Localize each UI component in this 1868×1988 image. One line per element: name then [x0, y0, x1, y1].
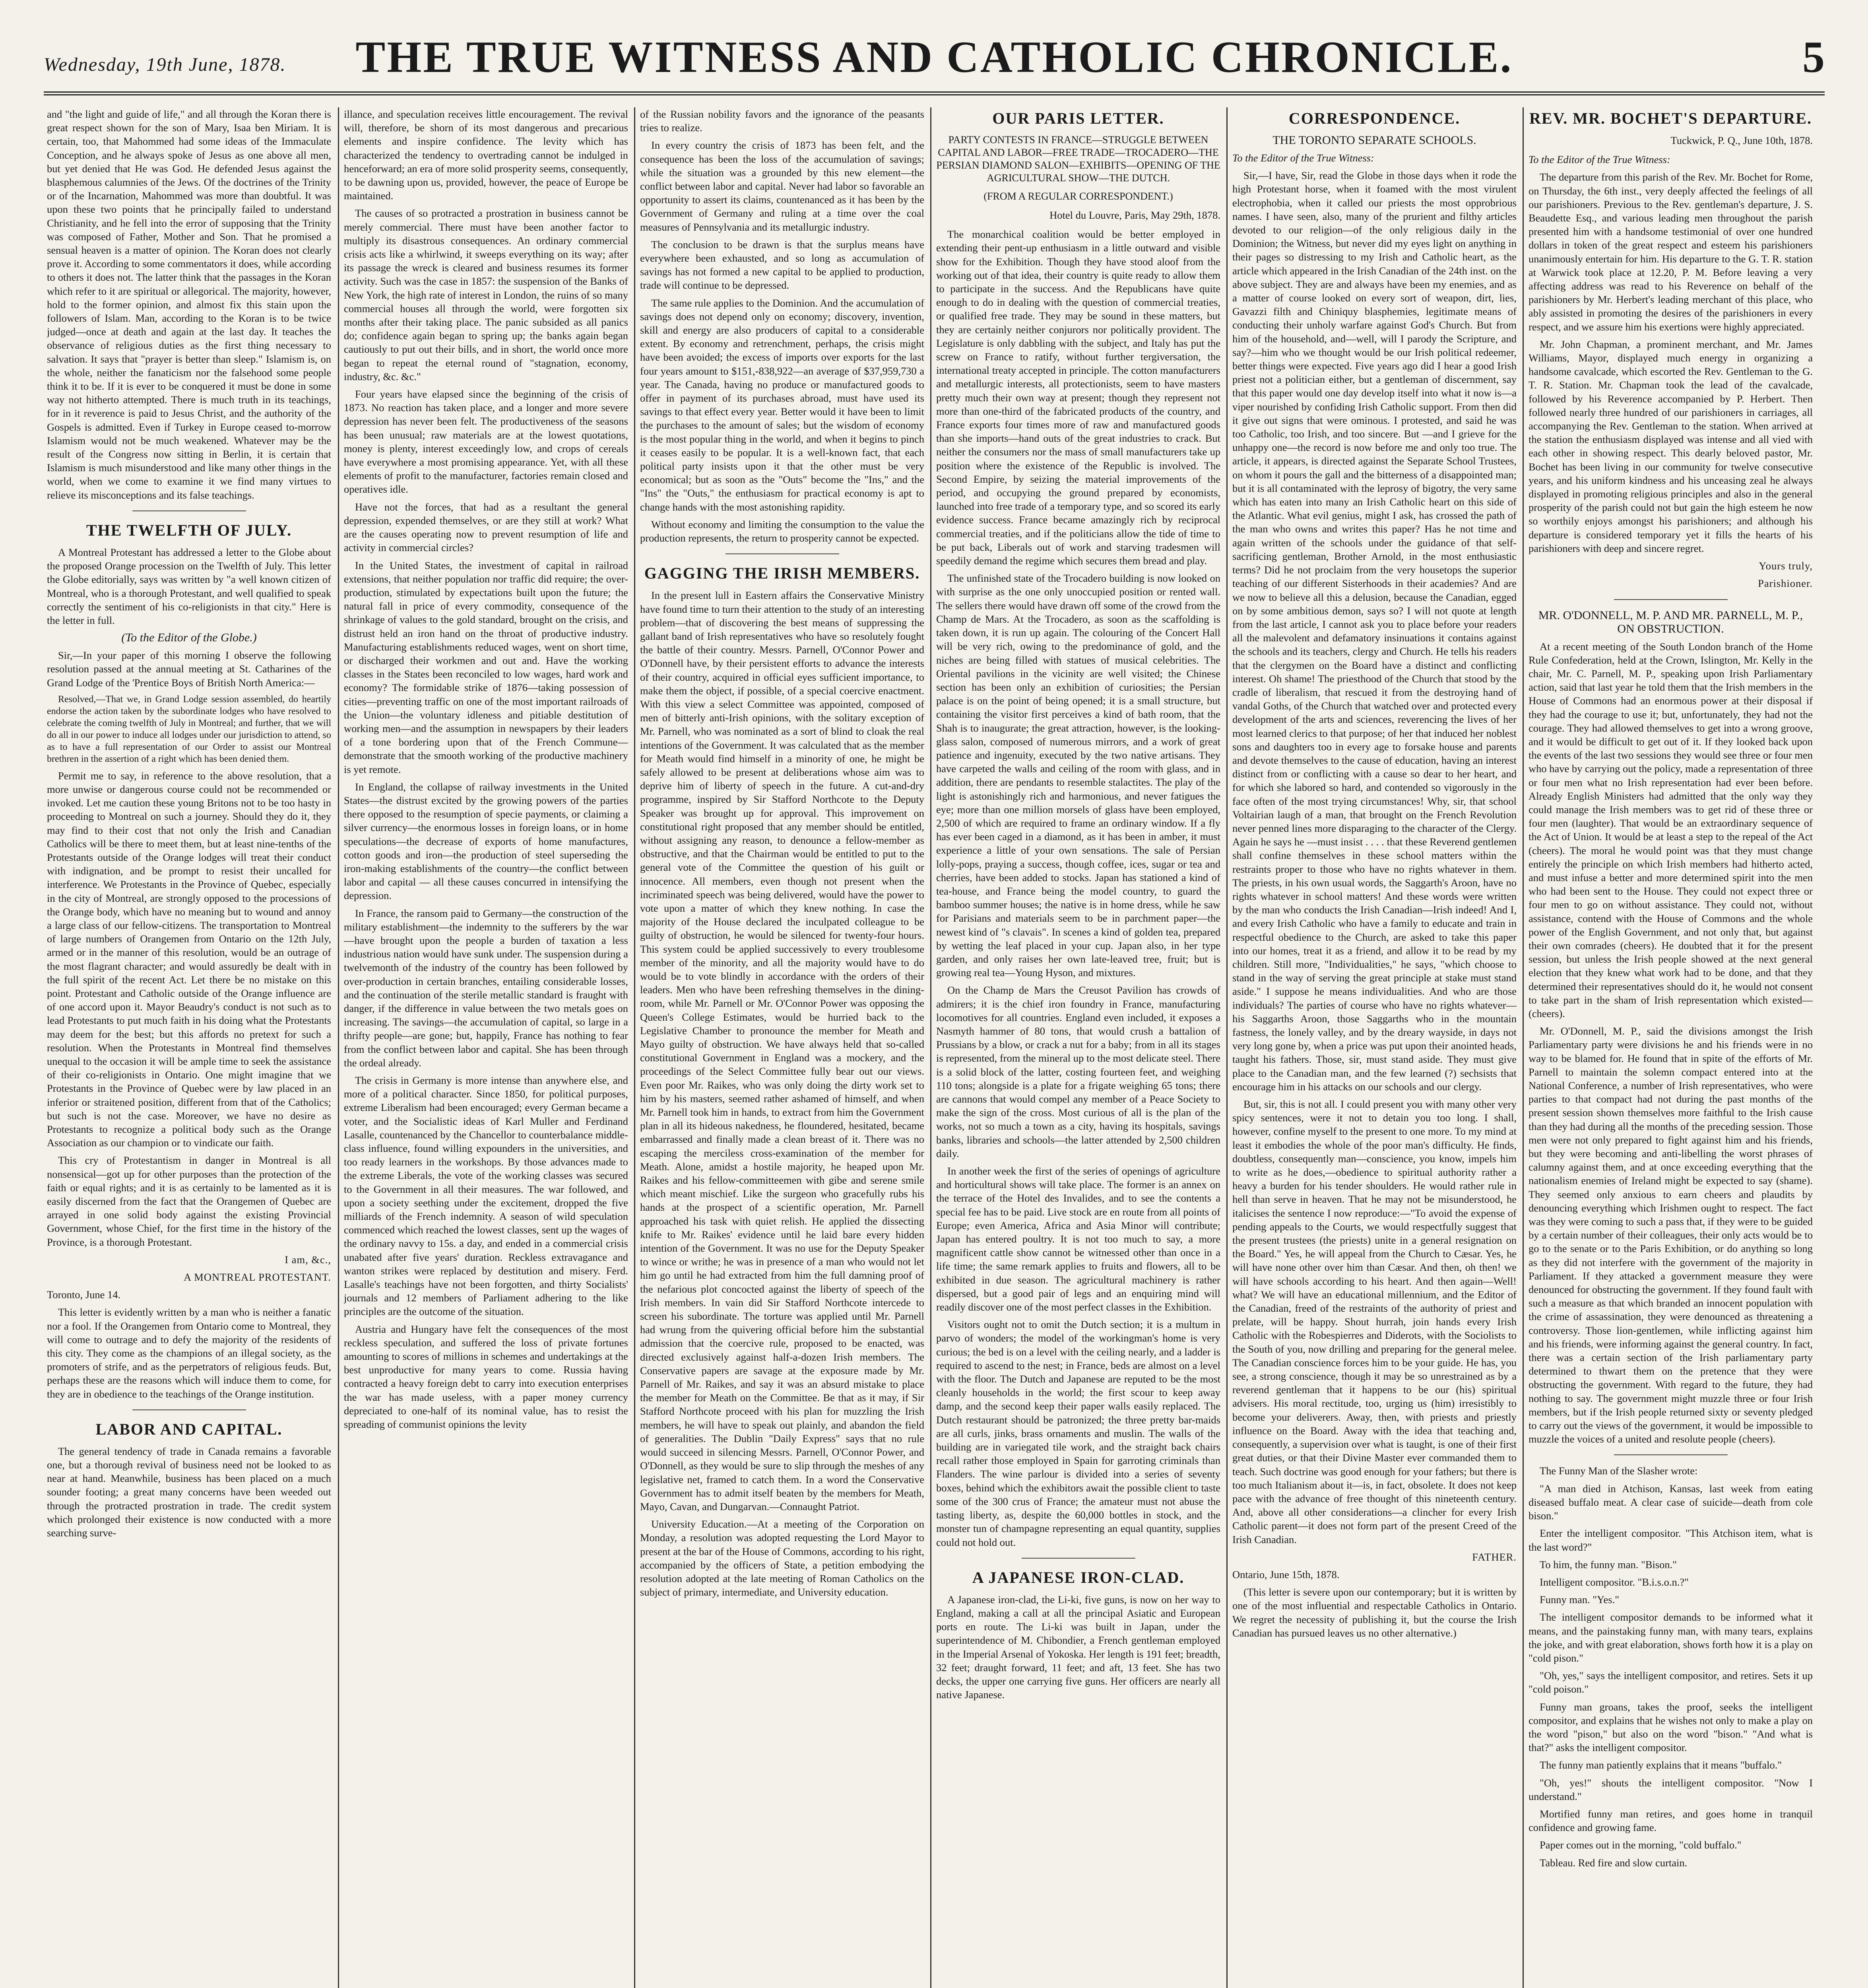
letter-signature: A MONTREAL PROTESTANT.: [183, 1271, 331, 1283]
article-paragraph: But, sir, this is not all. I could present you with many other very spicy sentences, were it not to detain you too long. I shall, however, confine myself to the present to one more. To my mind at least it embodies the whole of the poor man's difficulty. He finds, doubtless, consequently man—conscience, you know, impels him to write as he does,—obedience to spiritual authority rather a heavy a burden for his tender shoulders. He would rather rule in hell than serve in heaven. That he may not be misunderstood, he italicises the sentence I now reproduce:—"To avoid the expense of pending appeals to the Courts, we would respectfully suggest that the present trustees (the priests) unite in a general resignation on the Board." Yes, he will appeal from the Church to Cæsar. Yes, he will have none other over him than Cæsar. And then, oh then! we will have schools according to his heart. And then again—Well! what? We will have an educational millennium, and the Editor of the Canadian, freed of the restraints of the authority of priest and prelate, will be happy. Shout hurrah, join hands every Irish Catholic with the Robespierres and Diderots, with the Sociolists to the South of you, now drilling and preparing for the general melee. The Canadian conscience forces him to be your guide. He has, you see, a strong conscience, though it may be so unrestrained as by a reverend gentleman that it happens to be our (his) spiritual advisers. His moral rectitude, too, urging us (him) irresistibly to become your deliverers. Away, then, with priests and priestly influence on the Board. Away with the idea that teaching and, consequently, a supervision over what is taught, is one of their first great duties, or that their Divine Master ever commanded them to teach. Such doctrine was good enough for your fathers; but there is too much Italianism about it—is, in fact, obsolete. It does not keep pace with the advance of free thought of this nineteenth century. And, above all other considerations—a clincher for every Irish Catholic parent—it does not form part of the present Creed of the Irish Canadian.: [1232, 1098, 1517, 1545]
article-paragraph: Visitors ought not to omit the Dutch section; it is a multum in parvo of wonders; the model of the workingman's home is very curious; the bed is on a level with the ceiling nearly, and a ladder is required to ascend to the nest; in France, beds are almost on a level with the floor. The Dutch and Japanese are reputed to be the most cleanly households in the world; the first scour to keep away damp, and the second keep their paper walls easily replaced. The Dutch restaurant should be patronized; the three pretty bar-maids are all curls, jinks, brass ornaments and muslin. The walls of the building are in variegated tile work, and the straight back chairs recall rather those employed in Spain for garroting criminals than Flanders. The wine parlour is divided into a series of seventy boxes, behind which the exhibitors await the possible client to taste some of the 300 crus of France; the amateur must not abuse the tasting liberty, as, despite the 60,000 bottles in stock, and the monster tun of champagne representing an equal quantity, supplies could not hold out.: [936, 1318, 1220, 1548]
column-rule: [1226, 107, 1228, 1988]
column-rule: [634, 107, 635, 1988]
article-paragraph: A Montreal Protestant has addressed a letter to the Globe about the proposed Orange procession on the Twelfth of July. This letter the Globe editorially, says was written by "a well known citizen of Montreal, who is a thorough Protestant, and well qualified to speak correctly the sentiment of his co-religionists in that city." Here is the letter in full.: [47, 546, 331, 626]
letter-salutation: (To the Editor of the Globe.): [121, 631, 257, 645]
letter-place-date: Toronto, June 14.: [47, 1289, 121, 1301]
article-paragraph: Austria and Hungary have felt the consequences of the most reckless speculation, and suffered the loss of private fortunes amounting to scores of millions in schemes and undertakings at the best unproductive for many years to come. Russia having contracted a heavy foreign debt to carry into execution enterprises the war has made useless, with a paper money currency depreciated to one-half of its nominal value, has to resist the spreading of communist opinions the levity: [344, 1323, 628, 1431]
headline-gagging-irish-members: GAGGING THE IRISH MEMBERS.: [644, 564, 920, 582]
column-3: [640, 107, 924, 1988]
article-paragraph: At a recent meeting of the South London branch of the Home Rule Confederation, held at the Crown, Islington, Mr. Kelly in the chair, Mr. C. Parnell, M. P., speaking upon Irish Parliamentary action, said that last year he told them that the Irish members in the House of Commons had an enormous power at their disposal if they had the courage to use it; but, unfortunately, they had not the courage. They had allowed themselves to get into a wrong groove, and it would be difficult to get out of it. If they looked back upon the events of the last two sessions they would see three or four men who have by carrying out the policy, made a representation of three or four men what no Irish representation had ever been before. Already English Ministers had admitted that the only way they could manage the Irish members was to get rid of these three or four men (laughter). That would be an extraordinary sequence of the Act of Union. It would be at least a step to the repeal of the Act (cheers). The moral he would point was that they must change entirely the principle on which Irish members had hitherto acted, and must infuse a better and more determined spirit into the men who had been sent to the House. They could not expect three or four men to go on without assistance. They could not, without assistance, contend with the House of Commons and the whole power of the English Government, and not only that, but against their own comrades (cheers). He doubted that it for the present session, but unless the Irish people showed at the next general election that they knew what work had to be done, and that they determined their representatives should do it, he would not consent to take part in the sham of Irish representation which existed—(cheers).: [1529, 640, 1813, 1019]
editor-note: (This letter is severe upon our contemporary; but it is written by one of the most influential and respectable Catholics in Ontario. We regret the necessity of publishing it, but the course the Irish Canadian has pursued leaves us no other alternative.): [1232, 1586, 1517, 1639]
column-5: [1232, 107, 1517, 1988]
divider: [1614, 599, 1728, 600]
article-paragraph: In another week the first of the series of openings of agriculture and horticultural shows will take place. The former is an annex on the terrace of the Hotel des Invalides, and to see the contents a special fee has to be paid. Live stock are en route from all points of Europe; even America, Africa and Asia Minor will contribute; Japan has entered poultry. It is not too much to say, a more magnificent cattle show cannot be witnessed other than once in a life time; the same remark applies to fruits and flowers, all to be exhibited in due season. The agricultural machinery is rather dispersed, but a good pair of legs and an enquiring mind will readily discover one of the most perfect classes in the Exhibition.: [936, 1165, 1220, 1313]
article-paragraph: illance, and speculation receives little encouragement. The revival will, therefore, be shorn of its most dangerous and precarious elements and inspire confidence. The levity which has characterized the tendency to overtrading cannot be indulged in henceforward; an era of more solid prosperity seems, consequently, to be dawning upon us, provided, however, the peace of Europe be maintained.: [344, 108, 628, 202]
article-paragraph: The general tendency of trade in Canada remains a favorable one, but a thorough revival of business need not be looked to as near at hand. Meanwhile, business has been placed on a much sounder footing; a great many concerns have been weeded out through the protracted prostration in trade. The credit system which prolonged their existence is now conducted with a more searching surve-: [47, 1445, 331, 1539]
divider: [132, 1409, 246, 1410]
article-paragraph: The monarchical coalition would be better employed in extending their pent-up enthusiasm in a little outward and visible show for the Exhibition. Though they have stood aloof from the working out of that idea, their country is quite ready to allow them to participate in the success. And the Republicans have quite enough to do in dealing with the question of commercial treaties, or qualified free trade. They may be sound in these matters, but they are certainly neither conjurors nor politically provident. The Legislature is only dabbling with the subject, and Italy has put the screw on France to ratify, without further tergiversation, the international treaty accepted in principle. The cotton manufacturers and metallurgic interests, all protectionists, seem to have masters pretty much their own way at present; though they represent not more than one-third of the fabricated products of the country, and France exports four times more of raw and manufactured goods than she imports—hand outs of the great industries to crack. But neither the consumers nor the mass of small manufacturers take up position where the existence of the Republic is involved. The Second Empire, by seizing the material improvements of the period, and occupying the ground prepared by economists, launched into free trade of a temporary type, and so scored its early evidence success. France became amazingly rich by reciprocal commercial treaties, and if the politicians allow the tide of time to be put back, Liberals out of work and starving tradesmen will speedily demand the regime which secures them bread and play.: [936, 228, 1220, 567]
letter-place-date: Ontario, June 15th, 1878.: [1232, 1568, 1340, 1580]
divider: [1022, 1558, 1135, 1559]
article-paragraph: "Oh, yes," says the intelligent compositor, and retires. Sets it up "cold poison.": [1529, 1670, 1813, 1695]
letter-salutation: To the Editor of the True Witness:: [1529, 153, 1670, 166]
headline-odonnell-parnell: MR. O'DONNELL, M. P. AND MR. PARNELL, M. P., ON OBSTRUCTION.: [1538, 608, 1803, 635]
article-paragraph: The causes of so protracted a prostration in business cannot be merely commercial. There must have been another factor to multiply its disastrous consequences. An ordinary commercial crisis acts like a whirlwind, it sweeps everything on its way; after its passage the wreck is cleared and business resumes its former activity. Such was the case in 1857: the suspension of the Banks of New York, the high rate of interest in London, the ruins of so many commercial houses all through the world, were forgotten six months after their taking place. The panic subsided as all panics do; confidence again began to spring up; the banks again began cautiously to put out their bills, and in short, the world once more began to repeat the eternal round of "stagnation, economy, industry, &c. &c.": [344, 207, 628, 382]
article-paragraph: In the United States, the investment of capital in railroad extensions, that neither population nor traffic did require; the over-production, stimulated by expectations built upon the future; the natural fall in price of every commodity, consequence of the shrinkage of values to the gold standard, brought on the crisis, and distrust held an iron hand on the throat of productive industry. Manufacturing establishments reduced wages, went on short time, or discharged their workmen and out and. Have the working classes in the States been reconciled to low wages, hard work and economy? The formidable strike of 1876—taking possession of cities—preventing traffic on one of the most important railroads of the Union—the voluntary idleness and pitiable destitution of working men—and the assumption in newspapers by their leaders of a tone bordering upon that of the French Commune—demonstrate that the smooth working of the productive machinery is yet remote.: [344, 559, 628, 775]
article-paragraph: Intelligent compositor. "B.i.s.o.n.?": [1540, 1576, 1689, 1588]
article-paragraph: Four years have elapsed since the beginning of the crisis of 1873. No reaction has taken place, and a longer and more severe depression has never been felt. The productiveness of the seasons has been unusual; raw materials are at the lowest quotations, money is plenty, interest exceedingly low, and crops of cereals have everywhere a most promising appearance. Yet, with all these elements of profit to the manufacturer, factories remain closed and operatives idle.: [344, 388, 628, 495]
dateline: Tuckwick, P. Q., June 10th, 1878.: [1670, 134, 1813, 146]
article-paragraph: The departure from this parish of the Rev. Mr. Bochet for Rome, on Thursday, the 6th inst., very deeply affected the feelings of all our parishioners. Previous to the Rev. gentleman's departure, J. S. Beaudette Esq., and various leading men throughout the parish presented him with a handsome testimonial of over one hundred dollars in token of the great respect and esteem his parishioners unanimously entertain for him. His departure to the G. T. R. station at Warwick took place at 12.20, P. M. Before leaving a very affecting address was read to his Reverence on behalf of the parishioners by Mr. Herbert's leading merchant of this place, who ably assisted in promoting the desires of the parishioners in every respect, and we assure him his exertions were highly appreciated.: [1529, 171, 1813, 333]
dateline: Hotel du Louvre, Paris, May 29th, 1878.: [1049, 209, 1220, 221]
article-paragraph: "Oh, yes!" shouts the intelligent compositor. "Now I understand.": [1529, 1776, 1813, 1802]
article-paragraph: This cry of Protestantism in danger in Montreal is all nonsensical—got up for other purposes than the protection of the faith or equal rights; and it is as certainly to be lamented as it is easily discerned from the fact that the Orangemen of Quebec are arrayed in one solid body against the existing Provincial Government, whose Chief, for the first time in the history of the Province, is a thorough Protestant.: [47, 1154, 331, 1248]
article-paragraph: Sir,—In your paper of this morning I observe the following resolution passed at the annual meeting at St. Catharines of the Grand Lodge of the 'Prentice Boys of British North America:—: [47, 649, 331, 689]
article-paragraph: Mortified funny man retires, and goes home in tranquil confidence and growing fame.: [1529, 1807, 1813, 1834]
headline-toronto-schools: THE TORONTO SEPARATE SCHOOLS.: [1272, 134, 1476, 147]
article-paragraph: The funny man patiently explains that it means "buffalo.": [1540, 1759, 1782, 1771]
letter-signature: FATHER.: [1472, 1551, 1517, 1563]
article-paragraph: The unfinished state of the Trocadero building is now looked on with surprise as the one only unoccupied position or rented wall. The sellers there would have drawn off some of the crowd from the Champ de Mars. At the Trocadero, as soon as the scaffolding is taken down, it is run up again. The colouring of the Concert Hall will be very rich, owing to the predominance of gold, and the niches are being filled with statues of musical celebrities. The Oriental pavilions in the vicinity are well visited; the Chinese section has been only an exhibition of curiosities; the Persian palace is on the point of being opened; it is a small structure, but containing the visitor first perceives a kind of bath room, that the Shah is to inaugurate; the great attraction, however, is the looking-glass salon, composed of numerous mirrors, and a work of great patience and ingenuity, executed by the two native artisans. They have carpeted the walls and ceiling of the room with glass, and in addition, there are pendants to resemble stalactites. The play of the light is astonishingly rich and harmonious, and never fatigues the eye; more than one million morsels of glass have been employed, 2,500 of which are required to frame an ordinary window. If a fly has ever been caged in a diamond, as it has been in amber, it must experience a little of your own sensations. The sale of Persian lolly-pops, praying a success, though coffee, ices, sugar or tea and cherries, have been added to stocks. Japan has stationed a kind of tea-house, and France being the model country, to guard the bamboo summer houses; the native is in home dress, while he saw for Parisians and materials seem to be in parchment paper—the newest kind of "s clavais". In scenes a kind of golden tea, prepared by wetting the leaf placed in your cup. Japan also, in her type garden, and only raises her own late-leaved tree, fruit; but is growing real tea—Young Hyson, and mixtures.: [936, 572, 1220, 979]
article-paragraph: of the Russian nobility favors and the ignorance of the peasants tries to realize.: [640, 108, 924, 134]
article-paragraph: The Funny Man of the Slasher wrote:: [1540, 1465, 1698, 1477]
article-paragraph: Mr. John Chapman, a prominent merchant, and Mr. James Williams, Mayor, displayed much energy in organizing a handsome cavalcade, which escorted the Rev. Gentleman to the G. T. R. Station. Mr. Chapman took the lead of the cavalcade, followed by his Reverence accompanied by P. Herbert. Then followed nearly three hundred of our parishioners in carriages, all accompanying the Rev. Gentleman to the station. When arrived at the station the enthusiasm displayed was intense and all vied with each other in showing respect. This dearly beloved pastor, Mr. Bochet has been living in our community for twelve consecutive years, and his uniform kindness and his unceasing zeal he always displayed in promoting religious principles and also in the general prosperity of the parish could not but gain the high esteem he now so worthily enjoys amongst his parishioners; and although his departure is considered temporary yet it fills the hearts of his parishioners with deep and sincere regret.: [1529, 338, 1813, 554]
column-rule: [338, 107, 339, 1988]
article-paragraph: In France, the ransom paid to Germany—the construction of the military establishment—the indemnity to the sufferers by the war—have brought upon the people a burden of taxation a less industrious nation would have sunk under. The suspension during a twelvemonth of the industry of the country has been followed by over-production in certain branches, entailing considerable losses, and the continuation of the sterile metallic standard is fraught with danger, if the difference in value between the two metals goes on increasing. The savings—the accumulation of capital, so large in a thrifty people—are gone; but, happily, France has nothing to fear from the conflict between labor and capital. She has been through the ordeal already.: [344, 907, 628, 1069]
article-paragraph: The conclusion to be drawn is that the surplus means have everywhere been exhausted, and so long as accumulation of savings has not formed a new capital to be applied to production, trade will continue to be depressed.: [640, 238, 924, 291]
column-rule: [930, 107, 931, 1988]
article-paragraph: and "the light and guide of life," and all through the Koran there is great respect shown for the son of Mary, Isaa ben Miriam. It is certain, too, that Mahommed had some ideas of the Immaculate Conception, and he always spoke of Jesus as one above all men, but yet denied that He was God. He defended Jesus against the blasphemous calumnies of the Jews. Of the doctrines of the Trinity or of the Incarnation, Mahommed was more than doubtful. It was upon these two points that he principally failed to understand Christianity, and he fell into the error of supposing that the Trinity was composed of Father, Mother and Son. That he promised a sensual heaven is a matter of opinion. The Koran does not clearly prove it. According to some commentators it does, while according to others it does not. The latter think that the passages in the Koran which refer to it are spiritual or allegorical. The majority, however, hold to the former opinion, and almost fix this stain upon the followers of Islam. Man, according to the Koran is to be twice judged—once at death and again at the last day. It teaches the observance of religious duties as the first thing necessary to salvation. It says that "prayer is better than sleep." Islamism is, on the whole, neither the fanaticism nor the falsehood some people think it to be. If it is ever to be conquered it must be done in some way not hitherto attempted. There is much truth in its teachings, for in it reverence is paid to Jesus Christ, and the authority of the Gospels is admitted. Even if Turkey in Europe ceased to-morrow Islamism would not be much weakened. Whatever may be the result of the Congress now sitting in Berlin, it is certain that Islamism is much misunderstood and like many other things in the world, when we come to examine it we find many virtues to relieve its misconceptions and its false teachings.: [47, 108, 331, 501]
article-paragraph: The same rule applies to the Dominion. And the accumulation of savings does not depend only on economy; discovery, invention, skill and energy are also producers of capital to a considerable extent. By economy and retrenchment, perhaps, the crisis might have been avoided; the excess of imports over exports for the last four years amount to $151,-838,922—an average of $37,959,730 a year. The Canada, having no produce or manufactured goods to offer in payment of its purchases abroad, must have used its savings to that effect every year. Better would it have been to limit the purchases to the amount of sales; but the wisdom of economy is the most popular thing in the world, and when it begins to pinch it ceases easily to be popular. It is a well-known fact, that each political party insists upon it that the other must be very economical; but as soon as the "Outs" become the "Ins," and the "Ins" the "Outs," the enthusiasm for practical economy is apt to change hands with the most astonishing rapidity.: [640, 297, 924, 513]
article-paragraph: Paper comes out in the morning, "cold buffalo.": [1540, 1839, 1742, 1851]
divider: [1614, 1454, 1728, 1455]
letter-salutation: To the Editor of the True Witness:: [1232, 152, 1374, 164]
newspaper-title: THE TRUE WITNESS AND CATHOLIC CHRONICLE.: [355, 33, 1513, 82]
article-paragraph: On the Champ de Mars the Creusot Pavilion has crowds of admirers; it is the chief iron foundry in France, manufacturing locomotives for all countries. England even included, it exposes a Nasmyth hammer of 80 tons, that would crush a battalion of Prussians by a blow, or crack a nut for a baby; from in all its stages is represented, from the mineral up to the most delicate steel. There is a solid block of the latter, costing fourteen feet, and weighing 110 tons; alongside is a plate for a frigate weighing 65 tons; there are cannons that would compel any member of a Peace Society to make the sign of the cross. Most curious of all is the plan of the works, not so much a town as a city, having its hospitals, savings banks, libraries and schools—the latter attended by 2,500 children daily.: [936, 984, 1220, 1159]
divider: [725, 553, 839, 554]
article-paragraph: The intelligent compositor demands to be informed what it means, and the painstaking funny man, with many tears, explains the joke, and with great elaboration, shows forth how it is a play on "cold pison.": [1529, 1611, 1813, 1664]
column-6: [1529, 107, 1813, 1988]
article-paragraph: Have not the forces, that had as a resultant the general depression, expended themselves, or are they still at work? What are the causes operating now to prevent resumption of life and activity in commercial circles?: [344, 501, 628, 554]
article-paragraph: University Education.—At a meeting of the Corporation on Monday, a resolution was adopted requesting the Lord Mayor to present at the bar of the House of Commons, according to his right, accompanied by the officers of State, a petition embodying the resolution adopted at the late meeting of Roman Catholics on the subject of primary, intermediate, and University education.: [640, 1518, 924, 1598]
article-paragraph: Without economy and limiting the consumption to the value the production represents, the return to prosperity cannot be expected.: [640, 518, 924, 544]
article-paragraph: Mr. O'Donnell, M. P., said the divisions amongst the Irish Parliamentary party were divisions he and his friends were in no way to be blamed for. He found that in spite of the efforts of Mr. Parnell to maintain the solemn compact entered into at the National Conference, a number of Irish representatives, who were parties to that compact had not during the past months of the present session shown themselves more faithful to the Irish cause than they had during all the months of the preceding session. Those men were not only prepared to fight against him and his friends, but they were becoming and anti-libelling the worst phrases of calumny against them, and at once exceeding everything that the nationalism enemies of Ireland might be expected to say (shame). They seemed only anxious to earn cheers and plaudits by denouncing everything which Irishmen ought to respect. The fact was they were coming to such a pass that, if they were to be guided by a certain number of their colleagues, their only acts would be to go to the senate or to the Paris Exhibition, or do anything so long as they did not interfere with the government of the majority in Parliament. If they attacked a government measure they were denounced for obstructing the government. If they found fault with such a measure as that which branded an innocent population with the crime of assassination, they were denounced as threatening a controversy. Those lion-gentlemen, while inflicting against him and his friends, were informing against the general country. In fact, there was a certain section of the Irish parliamentary party determined to thwart them on the pretence that they were obstructing the government. With regard to the future, they had nothing to say. The government might muzzle three or four Irish members, but if the Irish people returned sixty or seventy pledged to carry out the views of the government, it would be impossible to muzzle the voices of a united and resolute people (cheers).: [1529, 1025, 1813, 1445]
article-paragraph: In the present lull in Eastern affairs the Conservative Ministry have found time to turn their attention to the study of an interesting problem—that of discovering the best means of suppressing the gallant band of Irish representatives who have so resolutely fought the battle of their country. Messrs. Parnell, O'Connor Power and O'Donnell have, by their persistent efforts to advance the interests of their country, acquired in official eyes sufficient importance, to make them the object, if possible, of a special coercive enactment. With this view a select Committee was appointed, composed of men of bitterly anti-Irish opinions, with the solitary exception of Mr. Parnell, who was nominated as a sort of blind to cloak the real intentions of the Government. It was calculated that as the member for Meath would find himself in a minority of one, he might be safely allowed to be present at deliberations whose aim was to deprive him of liberty of speech in the future. A cut-and-dry programme, inspired by Sir Stafford Northcote to the Deputy Speaker was brought up for approval. This improvement on constitutional right proposed that any member should be entitled, without assigning any reason, to denounce a fellow-member as obstructive, and that the Chairman would be entitled to put to the general vote of the Committee the question of his guilt or innocence. All members, even though not present when the incriminated speech was being delivered, would have the power to vote upon a matter of which they knew nothing. In case the majority of the House declared the inculpated colleague to be guilty of obstruction, he would be silenced for twenty-four hours. This system could be applied successively to every troublesome member of the minority, and all the majority would have to do would be to vote blindly in accordance with the orders of their leaders. Men who have been refreshing themselves in the dining-room, while Mr. Parnell or Mr. O'Connor Power was opposing the Queen's College Estimates, would be hurried back to the Legislative Chamber to pronounce the member for Meath and Mayo guilty of obstruction. We have always held that so-called constitutional Government in England was a mockery, and the proceedings of the Select Committee fully bear out our views. Even poor Mr. Raikes, who was only doing the dirty work set to him by his masters, seemed rather ashamed of himself, and when Mr. Parnell took him in hands, to extract from him the Government plan in all its hideous nakedness, he floundered, hesitated, became embarrassed and finally made a clean breast of it. There was no escaping the merciless cross-examination of the member for Meath. Alone, amidst a hostile majority, he heaped upon Mr. Raikes and his fellow-committeemen with gibe and serene smile which meant mischief. Like the surgeon who gracefully rubs his hands at the prospect of a scientific operation, Mr. Parnell approached his task with quiet relish. He applied the dissecting knife to Mr. Raikes' evidence until he laid bare every hidden intention of the Government. It was no use for the Deputy Speaker to wince or writhe; he was in presence of a man who would not let him go until he had extracted from him the full damning proof of the nefarious plot concocted against the liberty of speech of the Irish members. In vain did Sir Stafford Northcote intercede to screen his subordinate. The torture was applied until Mr. Parnell had wrung from the quivering official before him the substantial admission that the coercive rule, proposed to be enacted, was directed exclusively against half-a-dozen Irish members. The Conservative papers are savage at the exposure made by Mr. Parnell of Mr. Raikes, and say it was an absurd mistake to place the member for Meath on the Committee. Be that as it may, if Sir Stafford Northcote proceed with his plan for muzzling the Irish members, he will have to speak out plainly, and abandon the field of generalities. The Dublin "Daily Express" says that no rule would succeed in silencing Messrs. Parnell, O'Connor Power, and O'Donnell, as they would be sure to slip through the meshes of any legislative net, framed to catch them. In a word the Conservative Government has to admit itself beaten by the members for Meath, Mayo, Cavan, and Dungarvan.—Connaught Patriot.: [640, 589, 924, 1512]
article-paragraph: Enter the intelligent compositor. "This Atchison item, what is the last word?": [1529, 1527, 1813, 1553]
column-1: [47, 107, 331, 1988]
paris-letter-subheadings: PARTY CONTESTS IN FRANCE—STRUGGLE BETWEEN CAPITAL AND LABOR—FREE TRADE—TROCADERO—THE PERSIAN DIAMOND SALON—EXHIBITS—OPENING OF THE AGRICULTURAL SHOW—THE DUTCH.: [936, 134, 1220, 184]
correspondent-note: (FROM A REGULAR CORRESPONDENT.): [983, 190, 1173, 202]
column-2: [344, 107, 628, 1988]
headline-paris-letter: OUR PARIS LETTER.: [992, 109, 1164, 127]
article-paragraph: Funny man groans, takes the proof, seeks the intelligent compositor, and explains that he wishes not only to make a play on the word "pison," but also on the word "bison." "And what is that?" asks the intelligent compositor.: [1529, 1701, 1813, 1754]
page-number: 5: [1802, 33, 1825, 82]
masthead: [44, 16, 1825, 95]
headline-japanese-iron-clad: A JAPANESE IRON-CLAD.: [972, 1568, 1185, 1586]
article-paragraph: Tableau. Red fire and slow curtain.: [1540, 1856, 1688, 1869]
article-paragraph: The crisis in Germany is more intense than anywhere else, and more of a political character. Since 1850, for political purposes, extreme Liberalism had been encouraged; every German became a voter, and the Socialistic ideas of Karl Muller and Ferdinand Lasalle, countenanced by the Chancellor to counterbalance middle-class influence, found willing expounders in the universities, and too ready learners in the workshops. By those advances made to the extreme Liberals, the vote of the working classes was secured to the Government in all their measures. The war followed, and upon a society seething under the excitement, dropped the five milliards of the French indemnity. A season of wild speculation commenced which reached the lowest classes, sent up the wages of the ordinary navvy to 15s. a day, and ended in a commercial crisis unabated after five years' duration. Reckless extravagance and wanton strikes were replaced by destitution and misery. Ferd. Lasalle's teachings have not been forgotten, and thirty Socialists' journals and 12 members of Parliament adhering to the like principles are the outcome of the situation.: [344, 1074, 628, 1318]
article-paragraph: "A man died in Atchison, Kansas, last week from eating diseased buffalo meat. A clear case of suicide—death from cole bison.": [1529, 1482, 1813, 1522]
article-paragraph: To him, the funny man. "Bison.": [1540, 1558, 1677, 1571]
headline-labor-and-capital: LABOR AND CAPITAL.: [95, 1420, 283, 1438]
headline-twelfth-of-july: THE TWELFTH OF JULY.: [86, 521, 292, 539]
article-paragraph: This letter is evidently written by a man who is neither a fanatic nor a fool. If the Orangemen from Ontario come to Montreal, they will come to outrage and to defy the majority of the residents of this city. They come as the champions of an illegal society, as the promoters of strife, and as the perpetrators of religious feuds. But, perhaps these are the reasons which will induce them to come, for they are in obedience to the teachings of the Orange institution.: [47, 1306, 331, 1400]
article-paragraph: Sir,—I have, Sir, read the Globe in those days when it rode the high Protestant horse, when it foamed with the most virulent electrophobia, when it called our priests the most opprobrious names. I have seen, also, many of the prurient and filthy articles devoted to our religion—of the only religious daily in the Dominion; the Witness, but never did my eyes light on anything in their pages so distressing to my Irish and Catholic heart, as the article which appeared in the Irish Canadian of the 24th inst. on the above subject. They are and always have been my enemies, and as a matter of course looked on every sort of weapon, dirt, lies, Gavazzi filth and Chiniquy blasphemies, legitimate means of conducting their unholy warfare against God's Church. But from him of the household, and—well, will I parody the Scripture, and say?—him who we thought would be our Irish political redeemer, better things were expected. Five years ago did I hear a good Irish priest not a politician either, but a gentleman of discernment, say that this paper would one day develop itself into what it now is—a viper nourished by confiding Irish Catholic support. From then did it give out signs that were ominous. I protested, and said he was too Catholic, too Irish, and too sincere. But —and I grieve for the unhappy one—the record is now before me and only too true. The article, it appears, is directed against the Separate School Trustees, on whom it pours the gall and the bitterness of a disappointed man; but it is all contaminated with the leprosy of bigotry, the very same which has eaten into many an Irish Catholic heart on this side of the Atlantic. What evil genius, might I ask, has crossed the path of the man who owns and writes this paper? Has he not time and again written of the schools under the guidance of that self-sacrificing gentleman, Brother Arnold, in the most enthusiastic terms? Did he not proclaim from the very housetops the superior teaching of our different Sisterhoods in their academies? And are we now to believe all this a delusion, because the Canadian, egged on by some ambitious demon, says so? I will not quote at length from the last article, I cannot ask you to place before your readers all the malevolent and defamatory insinuations it contains against the schools and its teachers, clergy and Church. He tells his readers that the clergymen on the Board have a distinct and conflicting interest. Oh shame! The priesthood of the Church that stood by the cradle of liberalism, that rescued it from the destroying hand of vandal Goths, of the Church that watched over and protected every development of the arts and sciences, reverencing the lives of her most learned clerics to that purpose; of her that induced her noblest sons and daughters too in every age to forsake house and parents and devote themselves to the cause of education, having an interest distinct from or conflicting with a cause so dear to her heart, and for which she labored so hard, and contended so vigorously in the face often of the most trying circumstances! Why, sir, that school Voltairian laugh of a man, that brought on the French Revolution never penned lines more disparaging to the character of the Clergy. Again he says he —must insist . . . . that these Reverend gentlemen shall confine themselves in these school matters within the restraints proper to those who have no rights whatever in them. The priests, in his own usual words, the Saggarth's Aroon, have no rights whatever in school matters! And these words were written by the man who conducts the Irish Canadian—Irish indeed! And I, and every Irish Catholic who have a family to educate and train in respectful obedience to the Church, are asked to take this paper into our homes, treat it as a friend, and allow it to be read by my children. Still more, "Individualities," he says, "which choose to stand in the way of serving the great principle at stake must stand aside." I suppose he means individualities. And who are those individuals? The parties of course who have no rights whatever—his Saggarths Aroon, those Saggarths who in the mountain fastness, the lonely valley, and by the dreary wayside, in days not very long gone by, when a price was put upon their anointed heads, taught his fathers. Those, sir, must stand aside. They must give place to the Canadian man, and the few learned (?) sechsists that encourage him in his attacks on our schools and our clergy.: [1232, 169, 1517, 1093]
issue-date: Wednesday, 19th June, 1878.: [44, 54, 286, 75]
column-rule: [1523, 107, 1524, 1988]
letter-closing: Yours truly,: [1759, 560, 1813, 572]
letter-closing: I am, &c.,: [285, 1253, 331, 1266]
headline-correspondence: CORRESPONDENCE.: [1288, 109, 1461, 127]
article-paragraph: In every country the crisis of 1873 has been felt, and the consequence has been the loss of the accumulation of savings; while the situation was a grounded by this new element—the conflict between labor and capital. Never had labor so favorable an opportunity to assert its claims, countenanced as it has been by the Government of Germany and ruling at a time over the coal measures of Pennsylvania and its metallurgic industry.: [640, 139, 924, 233]
column-4: [936, 107, 1220, 1988]
article-paragraph: In England, the collapse of railway investments in the United States—the distrust excited by the growing powers of the parties there opposed to the resumption of specie payments, or claiming a silver currency—the enormous losses in foreign loans, or in home speculations—the decrease of exports of home manufactures, cotton goods and iron—the production of steel superseding the iron-making establishments of the country—the conflict between labor and capital — all these causes concurred in intensifying the depression.: [344, 780, 628, 902]
article-paragraph: A Japanese iron-clad, the Li-ki, five guns, is now on her way to England, making a call at all the principal Asiatic and European ports en route. The Li-ki was built in Japan, under the superintendence of M. Chibondier, a French gentleman employed in the Imperial Arsenal of Yokoska. Her length is 191 feet; breadth, 32 feet; draught forward, 11 feet; and aft, 13 feet. She has two decks, the upper one carrying five guns. Her officers are nearly all native Japanese.: [936, 1593, 1220, 1701]
article-paragraph: Permit me to say, in reference to the above resolution, that a more unwise or dangerous course could not be recommended or invoked. Let me caution these young Britons not to be too hasty in proceeding to Montreal on such a journey. Should they do it, they may find to their cost that not only the Irish and Canadian Catholics will be there to meet them, but at least nine-tenths of the Protestants outside of the Orange lodges will treat their conduct with indignation, and be prompt to resist their uncalled for interference. We Protestants in the Province of Quebec, especially in the city of Montreal, are strongly opposed to the processions of the Orange body, which have no meaning but to wound and annoy a large class of our fellow-citizens. The transportation to Montreal of large numbers of Orangemen from Ontario on the 12th July, armed or in the manner of this resolution, would be an outrage of the most flagrant character; and would assuredly be dealt with in the full spirit of the recent Act. Let there be no mistake on this point. Protestant and Catholic outside of the Orange influence are of one accord upon it. Mayor Beaudry's conduct is not such as to lead Protestants to put much faith in his doing what the Protestants may deem for the best; but this affords no pretext for such a resolution. When the Protestants in Montreal find themselves unequal to the occasion it will be ample time to seek the assistance of their co-religionists in Ontario. One might imagine that we Protestants in the Province of Quebec were by law placed in an inferior or straitened position, different from that of the Catholics; but such is not the case. Moreover, we have no desire as Protestants to recognize a political body such as the Orange Association as our champion or to vindicate our faith.: [47, 769, 331, 1149]
letter-signature: Parishioner.: [1758, 577, 1813, 590]
article-paragraph: Funny man. "Yes.": [1540, 1594, 1620, 1606]
resolution-text: Resolved,—That we, in Grand Lodge session assembled, do heartily endorse the action taken by the subordinate lodges who have resolved to celebrate the coming twelfth of July in Montreal; and further, that we will do all in our power to induce all lodges under our jurisdiction to attend, so as to have a full representation of our Order to assist our Montreal brethren in the assertion of a right which has been denied them.: [47, 694, 331, 764]
headline-bochet-departure: REV. MR. BOCHET'S DEPARTURE.: [1529, 109, 1812, 127]
